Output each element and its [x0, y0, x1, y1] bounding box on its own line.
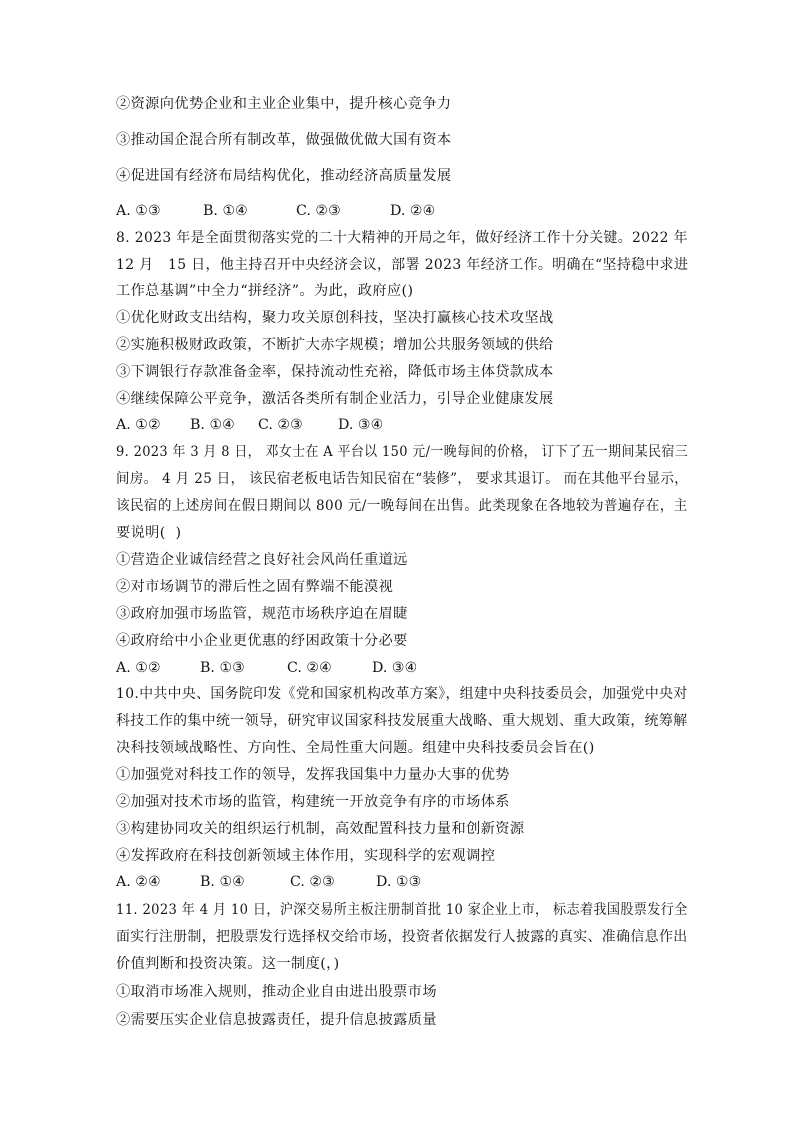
q10-option-b: B. ①④	[200, 874, 245, 890]
q10-stem-line: 科技工作的集中统一领导，研究审议国家科技发展重大战略、重大规划、重大政策，统筹解	[116, 713, 688, 729]
q10-item-1: ①加强党对科技工作的领导，发挥我国集中力量办大事的优势	[116, 767, 510, 783]
q7-item-4: ④促进国有经济布局结构优化，推动经济高质量发展	[116, 168, 452, 184]
q8-option-a: A. ①②	[116, 417, 161, 433]
q10-stem-line: 10.中共中央、国务院印发《党和国家机构改革方案》，组建中央科技委员会，加强党中央对	[116, 686, 688, 702]
q8-option-b: B. ①④	[190, 417, 235, 433]
q11-item-2: ②需要压实企业信息披露责任，提升信息披露质量	[116, 1012, 437, 1028]
q8-item-3: ③下调银行存款准备金率，保持流动性充裕，降低市场主体贷款成本	[116, 364, 554, 380]
q7-option-c: C. ②③	[296, 203, 341, 219]
q9-stem-line: 要说明( )	[116, 525, 182, 541]
q9-item-2: ②对市场调节的滞后性之固有弊端不能漠视	[116, 579, 394, 595]
q7-option-a: A. ①③	[116, 203, 161, 219]
q11-stem-line: 11. 2023 年 4 月 10 日，沪深交易所主板注册制首批 10 家企业上市， 标志着我国股票发行全	[116, 902, 688, 918]
q10-stem-line: 决科技领域战略性、方向性、全局性重大问题。组建中央科技委员会旨在()	[116, 740, 595, 756]
q11-item-1: ①取消市场准入规则，推动企业自由进出股票市场	[116, 984, 437, 1000]
q8-item-1: ①优化财政支出结构，聚力攻关原创科技，坚决打赢核心技术攻坚战	[116, 310, 554, 326]
q8-stem-line: 工作总基调”中全力“拼经济”。为此，政府应()	[116, 283, 414, 299]
q8-stem-line: 12 月 15 日，他主持召开中央经济会议，部署 2023 年经济工作。明确在“坚持稳中求进	[116, 257, 689, 273]
q10-option-a: A. ②④	[116, 874, 161, 890]
q8-item-2: ②实施积极财政政策，不断扩大赤字规模；增加公共服务领域的供给	[116, 337, 554, 353]
q11-stem-line: 面实行注册制，把股票发行选择权交给市场，投资者依据发行人披露的真实、准确信息作出	[116, 929, 688, 945]
q10-item-3: ③构建协同攻关的组织运行机制，高效配置科技力量和创新资源	[116, 821, 525, 837]
q9-option-b: B. ①③	[200, 660, 245, 676]
q10-option-c: C. ②③	[290, 874, 335, 890]
q10-item-4: ④发挥政府在科技创新领域主体作用，实现科学的宏观调控	[116, 848, 496, 864]
q7-item-2: ②资源向优势企业和主业企业集中，提升核心竞争力	[116, 96, 452, 112]
q7-option-b: B. ①④	[203, 203, 248, 219]
q8-option-d: D. ③④	[338, 417, 384, 433]
q9-item-4: ④政府给中小企业更优惠的纾困政策十分必要	[116, 633, 408, 649]
q8-option-c: C. ②③	[258, 417, 303, 433]
q9-stem-line: 间房。 4 月 25 日， 该民宿老板电话告知民宿在“装修”， 要求其退订。 而在其他平台显示，	[116, 471, 689, 487]
q9-item-3: ③政府加强市场监管，规范市场秩序迫在眉睫	[116, 606, 408, 622]
q9-stem-line: 该民宿的上述房间在假日期间以 800 元/一晚每间在出售。此类现象在各地较为普遍存在，主	[116, 498, 688, 514]
q9-option-d: D. ③④	[372, 660, 418, 676]
q8-item-4: ④继续保障公平竞争，激活各类所有制企业活力，引导企业健康发展	[116, 391, 554, 407]
q7-option-d: D. ②④	[390, 203, 436, 219]
q9-item-1: ①营造企业诚信经营之良好社会风尚任重道远	[116, 552, 408, 568]
q11-stem-line: 价值判断和投资决策。这一制度(，)	[116, 956, 340, 972]
q9-option-c: C. ②④	[287, 660, 332, 676]
q7-item-3: ③推动国企混合所有制改革，做强做优做大国有资本	[116, 132, 452, 148]
q9-option-a: A. ①②	[116, 660, 161, 676]
q9-stem-line: 9. 2023 年 3 月 8 日， 邓女士在 A 平台以 150 元/一晚每间的价格， 订下了五一期间某民宿三	[116, 444, 689, 460]
q10-option-d: D. ①③	[376, 874, 422, 890]
q10-item-2: ②加强对技术市场的监管，构建统一开放竞争有序的市场体系	[116, 794, 510, 810]
q8-stem-line: 8. 2023 年是全面贯彻落实党的二十大精神的开局之年，做好经济工作十分关键。2022 年	[116, 230, 688, 246]
